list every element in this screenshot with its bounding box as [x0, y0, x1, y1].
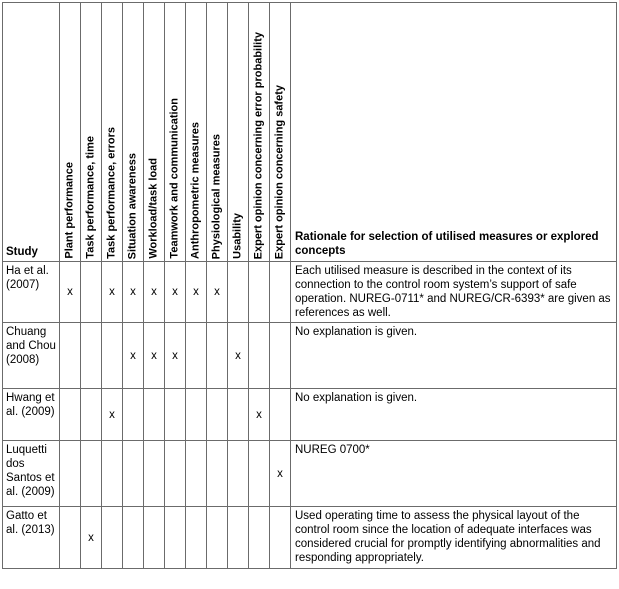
measure-mark: [249, 441, 270, 507]
study-cell: Chuang and Chou (2008): [3, 323, 60, 389]
measure-mark: [270, 507, 291, 569]
measure-mark: [81, 262, 102, 323]
table-row: [3, 323, 617, 389]
measure-mark: [249, 262, 270, 323]
measure-mark: [228, 262, 249, 323]
measure-mark: [81, 389, 102, 441]
measure-mark: [60, 507, 81, 569]
measure-mark: [207, 323, 228, 389]
measure-mark: [60, 389, 81, 441]
rationale-cell: Used operating time to assess the physical layout of the control room since the location of adequate interfaces was considered crucial for promptly identifying abnormalities and responding appropriately.: [291, 507, 617, 569]
measure-mark: x: [186, 262, 207, 323]
study-cell: Hwang et al. (2009): [3, 389, 60, 441]
measure-column-header: Plant performance: [60, 3, 81, 262]
measure-mark: x: [102, 389, 123, 441]
measure-mark: [186, 441, 207, 507]
measure-column-header: Physiological measures: [207, 3, 228, 262]
measure-mark: x: [60, 262, 81, 323]
measure-mark: [102, 441, 123, 507]
measure-mark: [60, 323, 81, 389]
measure-column-header: Workload/task load: [144, 3, 165, 262]
measure-mark: [102, 507, 123, 569]
measure-mark: [165, 507, 186, 569]
measure-mark: x: [270, 441, 291, 507]
measures-table: [2, 2, 617, 569]
table-row: [3, 389, 617, 441]
measure-mark: [81, 441, 102, 507]
measure-mark: [102, 323, 123, 389]
measure-mark: [165, 441, 186, 507]
study-cell: Gatto et al. (2013): [3, 507, 60, 569]
table-row: [3, 441, 617, 507]
measure-mark: [228, 389, 249, 441]
measure-column-header: Expert opinion concerning safety: [270, 3, 291, 262]
table-row: [3, 262, 617, 323]
measure-mark: [186, 389, 207, 441]
measure-mark: x: [123, 262, 144, 323]
measure-mark: [144, 507, 165, 569]
rationale-cell: NUREG 0700*: [291, 441, 617, 507]
measure-mark: [207, 389, 228, 441]
measure-mark: x: [249, 389, 270, 441]
measure-column-header: Situation awareness: [123, 3, 144, 262]
measure-mark: x: [102, 262, 123, 323]
measure-column-header: Expert opinion concerning error probability: [249, 3, 270, 262]
measure-mark: x: [144, 262, 165, 323]
measure-mark: [228, 507, 249, 569]
rationale-column-header: Rationale for selection of utilised measures or explored concepts: [291, 3, 617, 262]
measure-column-header: Teamwork and communication: [165, 3, 186, 262]
rationale-cell: Each utilised measure is described in the context of its connection to the control room system’s support of safe operation. NUREG-0711* and NUREG/CR-6393* are given as references as well.: [291, 262, 617, 323]
measure-mark: x: [81, 507, 102, 569]
measure-mark: [249, 507, 270, 569]
measure-mark: [270, 262, 291, 323]
measure-column-header: Task performance, errors: [102, 3, 123, 262]
measure-mark: [123, 389, 144, 441]
measure-mark: x: [207, 262, 228, 323]
measure-mark: [228, 441, 249, 507]
measure-mark: [249, 323, 270, 389]
measure-column-header: Usability: [228, 3, 249, 262]
study-cell: Ha et al. (2007): [3, 262, 60, 323]
measure-mark: [123, 441, 144, 507]
measure-mark: x: [144, 323, 165, 389]
header-row: [3, 3, 617, 262]
rationale-cell: No explanation is given.: [291, 389, 617, 441]
measure-mark: [60, 441, 81, 507]
measure-mark: [270, 323, 291, 389]
study-cell: Luquetti dos Santos et al. (2009): [3, 441, 60, 507]
measure-mark: [144, 441, 165, 507]
measure-mark: [165, 389, 186, 441]
measure-mark: [207, 507, 228, 569]
measure-mark: [123, 507, 144, 569]
measure-mark: x: [228, 323, 249, 389]
measure-mark: [270, 389, 291, 441]
measure-mark: [207, 441, 228, 507]
measure-mark: [81, 323, 102, 389]
measure-mark: x: [165, 323, 186, 389]
measure-mark: x: [123, 323, 144, 389]
rationale-cell: No explanation is given.: [291, 323, 617, 389]
measure-column-header: Anthropometric measures: [186, 3, 207, 262]
measure-mark: x: [165, 262, 186, 323]
measure-mark: [186, 507, 207, 569]
measure-mark: [144, 389, 165, 441]
study-column-header: Study: [3, 3, 60, 262]
measure-mark: [186, 323, 207, 389]
table-row: [3, 507, 617, 569]
measure-column-header: Task performance, time: [81, 3, 102, 262]
